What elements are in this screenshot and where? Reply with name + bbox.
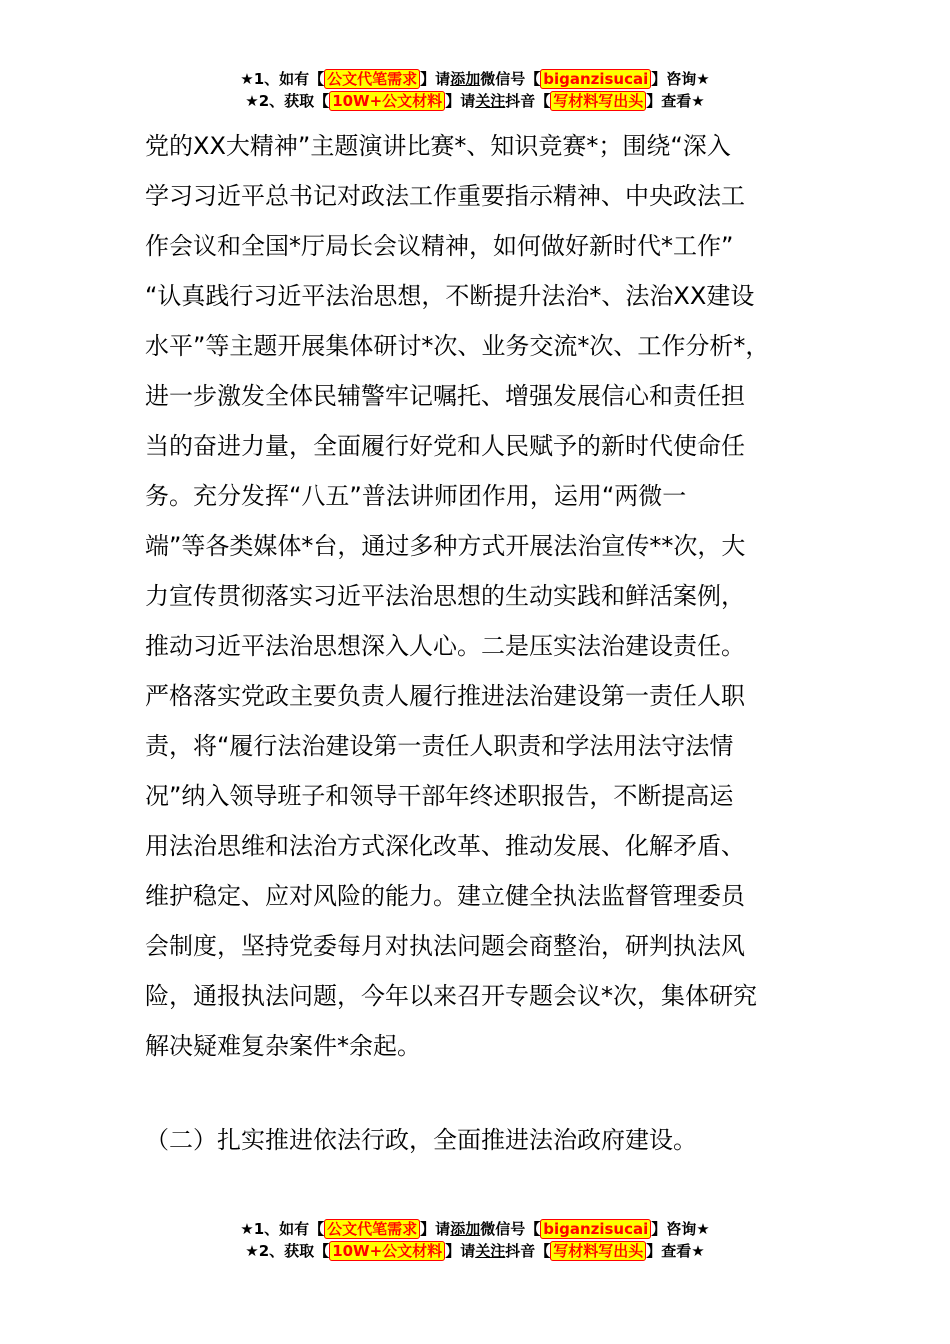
body-line: 端”等各类媒体*台，通过多种方式开展法治宣传**次，大 — [145, 532, 746, 560]
body-line: 况”纳入领导班子和领导干部年终述职报告，不断提高运 — [145, 782, 734, 810]
banner-highlight: 公文代笔需求 — [324, 69, 420, 89]
banner-text: 】咨询★ — [651, 1220, 710, 1238]
body-line: 用法治思维和法治方式深化改革、推动发展、化解矛盾、 — [145, 832, 745, 860]
banner-line-1 — [0, 1218, 950, 1240]
body-line: 推动习近平法治思想深入人心。二是压实法治建设责任。 — [145, 632, 745, 660]
banner-highlight: biganzisucai — [540, 1219, 651, 1239]
document-body — [145, 121, 835, 1071]
banner-text: 微信号【 — [480, 70, 541, 88]
body-line: 务。充分发挥“八五”普法讲师团作用，运用“两微一 — [145, 482, 687, 510]
banner-underlined-text: 关注 — [475, 92, 506, 110]
body-line: “认真践行习近平法治思想，不断提升法治*、法治XX建设 — [145, 282, 755, 310]
banner-text: 】请 — [420, 70, 451, 88]
banner-highlight: 写材料写出头 — [550, 1241, 646, 1261]
body-line: 严格落实党政主要负责人履行推进法治建设第一责任人职 — [145, 682, 745, 710]
section-heading: （二）扎实推进依法行政，全面推进法治政府建设。 — [145, 1126, 697, 1154]
banner-highlight: 10W+公文材料 — [329, 1241, 445, 1261]
banner-underlined-text: 添加 — [450, 70, 481, 88]
body-line: 当的奋进力量，全面履行好党和人民赋予的新时代使命任 — [145, 432, 745, 460]
banner-underlined-text: 关注 — [475, 1242, 506, 1260]
banner-text: 】咨询★ — [651, 70, 710, 88]
banner-line-2 — [0, 1240, 950, 1262]
banner-text: ★1、如有【 — [240, 70, 325, 88]
body-line: 会制度，坚持党委每月对执法问题会商整治，研判执法风 — [145, 932, 745, 960]
banner-text: 】查看★ — [646, 92, 705, 110]
banner-text: 】请 — [420, 1220, 451, 1238]
banner-line-1 — [0, 68, 950, 90]
footer-banner — [0, 1218, 950, 1262]
banner-text: 】请 — [445, 92, 476, 110]
banner-text: 】查看★ — [646, 1242, 705, 1260]
banner-text: 抖音【 — [505, 92, 551, 110]
banner-text: 抖音【 — [505, 1242, 551, 1260]
body-line: 水平”等主题开展集体研讨*次、业务交流*次、工作分析*， — [145, 332, 770, 360]
banner-highlight: 公文代笔需求 — [324, 1219, 420, 1239]
banner-text: ★2、获取【 — [245, 1242, 330, 1260]
banner-highlight: 写材料写出头 — [550, 91, 646, 111]
body-line: 党的XX大精神”主题演讲比赛*、知识竞赛*；围绕“深入 — [145, 132, 731, 160]
banner-text: 】请 — [445, 1242, 476, 1260]
body-line: 责，将“履行法治建设第一责任人职责和学法用法守法情 — [145, 732, 734, 760]
body-line: 力宣传贯彻落实习近平法治思想的生动实践和鲜活案例， — [145, 582, 745, 610]
body-line: 作会议和全国*厅局长会议精神，如何做好新时代*工作” — [145, 232, 734, 260]
header-banner — [0, 68, 950, 112]
body-line: 进一步激发全体民辅警牢记嘱托、增强发展信心和责任担 — [145, 382, 745, 410]
body-line: 解决疑难复杂案件*余起。 — [145, 1032, 421, 1060]
banner-text: ★1、如有【 — [240, 1220, 325, 1238]
banner-underlined-text: 添加 — [450, 1220, 481, 1238]
banner-text: 微信号【 — [480, 1220, 541, 1238]
banner-highlight: biganzisucai — [540, 69, 651, 89]
banner-highlight: 10W+公文材料 — [329, 91, 445, 111]
body-line: 险，通报执法问题，今年以来召开专题会议*次，集体研究 — [145, 982, 757, 1010]
banner-line-2 — [0, 90, 950, 112]
banner-text: ★2、获取【 — [245, 92, 330, 110]
body-line: 维护稳定、应对风险的能力。建立健全执法监督管理委员 — [145, 882, 745, 910]
body-line: 学习习近平总书记对政法工作重要指示精神、中央政法工 — [145, 182, 745, 210]
